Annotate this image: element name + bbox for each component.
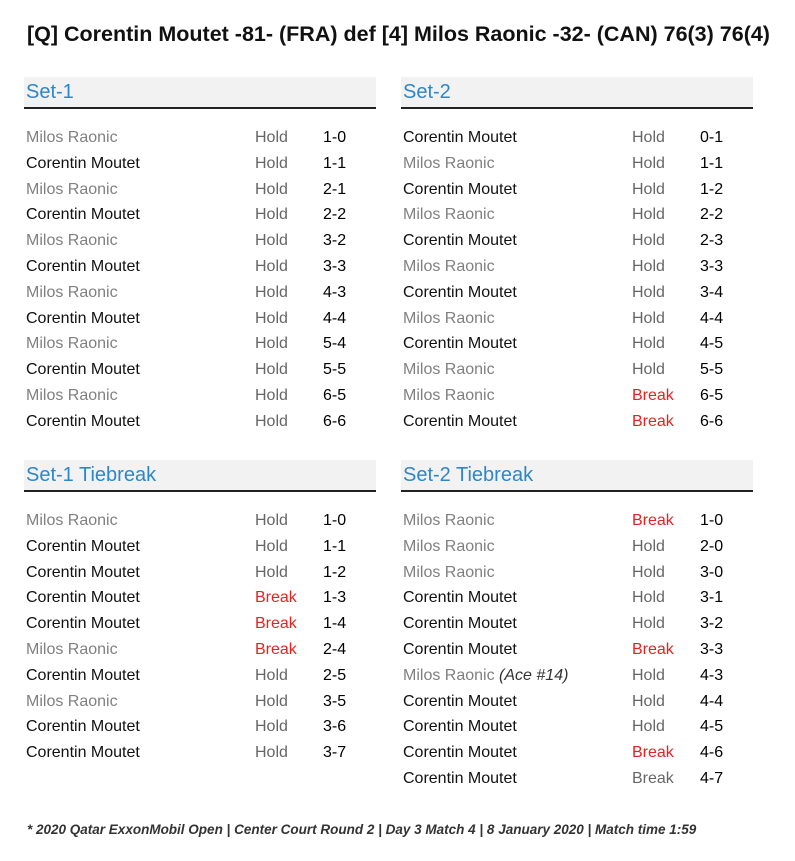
player-name bbox=[26, 534, 140, 560]
player-name bbox=[403, 202, 495, 228]
table-row bbox=[401, 611, 753, 637]
game-type: Hold bbox=[632, 232, 665, 250]
table-row bbox=[24, 409, 376, 435]
player-name bbox=[26, 689, 118, 715]
table-row bbox=[24, 151, 376, 177]
game-type: Hold bbox=[255, 129, 288, 146]
table-row bbox=[401, 409, 753, 435]
game-type: Break bbox=[632, 769, 674, 787]
table-row bbox=[24, 663, 376, 689]
player-name bbox=[403, 611, 517, 637]
row-note: (Ace #14) bbox=[499, 666, 569, 684]
player-name bbox=[403, 637, 517, 663]
player-name-text: Milos Raonic bbox=[26, 692, 118, 710]
game-type: Break bbox=[632, 640, 674, 658]
player-name bbox=[403, 740, 517, 766]
game-type: Hold bbox=[632, 615, 665, 633]
table-row bbox=[24, 689, 376, 715]
player-name bbox=[26, 254, 140, 280]
player-name bbox=[403, 560, 495, 586]
player-name-text: Corentin Moutet bbox=[403, 640, 517, 658]
player-name-text: Milos Raonic bbox=[403, 537, 495, 555]
player-name-text: Corentin Moutet bbox=[403, 692, 517, 710]
score: 4-4 bbox=[700, 309, 724, 327]
player-name-text: Corentin Moutet bbox=[26, 206, 140, 224]
player-name-text: Milos Raonic bbox=[403, 361, 495, 379]
score: 4-7 bbox=[700, 769, 724, 787]
game-type: Hold bbox=[255, 692, 288, 710]
score: 1-4 bbox=[323, 615, 347, 633]
score: 4-3 bbox=[323, 283, 347, 301]
player-name-text: Milos Raonic bbox=[26, 129, 118, 146]
score: 2-2 bbox=[323, 206, 347, 224]
player-name bbox=[403, 228, 517, 254]
player-name bbox=[26, 611, 140, 637]
game-type: Hold bbox=[255, 666, 288, 684]
game-type: Hold bbox=[632, 283, 665, 301]
player-name bbox=[26, 357, 140, 383]
score: 0-1 bbox=[700, 129, 724, 146]
player-name bbox=[403, 151, 495, 177]
table-row bbox=[401, 357, 753, 383]
table-row bbox=[401, 560, 753, 586]
score: 1-1 bbox=[323, 537, 347, 555]
player-name bbox=[403, 331, 517, 357]
player-name-text: Corentin Moutet bbox=[403, 283, 517, 301]
player-name-text: Milos Raonic bbox=[26, 512, 118, 529]
score: 2-2 bbox=[700, 206, 724, 224]
section-header bbox=[401, 460, 753, 492]
player-name-text: Corentin Moutet bbox=[403, 129, 517, 146]
table-row bbox=[24, 508, 376, 534]
section-title: Set-1 bbox=[26, 81, 74, 103]
player-name bbox=[26, 228, 118, 254]
player-name bbox=[26, 177, 118, 203]
player-name bbox=[26, 383, 118, 409]
player-name bbox=[403, 689, 517, 715]
point-list bbox=[24, 508, 376, 766]
player-name-text: Milos Raonic bbox=[26, 386, 118, 404]
score: 3-1 bbox=[700, 589, 724, 607]
score: 1-0 bbox=[323, 129, 347, 146]
game-type: Hold bbox=[255, 257, 288, 275]
game-type: Break bbox=[632, 412, 674, 430]
game-type: Break bbox=[632, 744, 674, 762]
player-name bbox=[26, 125, 118, 151]
player-name bbox=[403, 534, 495, 560]
score: 3-7 bbox=[323, 744, 347, 762]
table-row bbox=[401, 508, 753, 534]
score: 2-3 bbox=[700, 232, 724, 250]
table-row bbox=[401, 714, 753, 740]
table-row bbox=[24, 357, 376, 383]
game-type: Hold bbox=[632, 309, 665, 327]
score: 4-5 bbox=[700, 335, 724, 353]
table-row bbox=[24, 125, 376, 151]
score: 1-3 bbox=[323, 589, 347, 607]
table-row bbox=[24, 280, 376, 306]
player-name-text: Milos Raonic bbox=[403, 512, 495, 529]
point-list bbox=[401, 508, 753, 792]
player-name-text: Corentin Moutet bbox=[26, 537, 140, 555]
game-type: Hold bbox=[255, 537, 288, 555]
game-type: Hold bbox=[255, 563, 288, 581]
player-name bbox=[26, 151, 140, 177]
match-title: [Q] Corentin Moutet -81- (FRA) def [4] Milos Raonic -32- (CAN) 76(3) 76(4) bbox=[27, 22, 770, 46]
game-type: Hold bbox=[632, 718, 665, 736]
game-type: Break bbox=[632, 512, 674, 529]
table-row bbox=[401, 585, 753, 611]
player-name-text: Milos Raonic bbox=[26, 335, 118, 353]
game-type: Hold bbox=[632, 589, 665, 607]
score: 1-1 bbox=[700, 154, 724, 172]
game-type: Hold bbox=[632, 537, 665, 555]
score: 3-4 bbox=[700, 283, 724, 301]
player-name-text: Corentin Moutet bbox=[26, 361, 140, 379]
table-row bbox=[401, 254, 753, 280]
player-name-text: Milos Raonic bbox=[403, 257, 495, 275]
score: 5-4 bbox=[323, 335, 347, 353]
score: 4-4 bbox=[323, 309, 347, 327]
score: 1-0 bbox=[323, 512, 347, 529]
player-name-text: Corentin Moutet bbox=[26, 309, 140, 327]
game-type: Hold bbox=[255, 206, 288, 224]
player-name-text: Corentin Moutet bbox=[403, 232, 517, 250]
player-name-text: Corentin Moutet bbox=[403, 335, 517, 353]
player-name bbox=[403, 508, 495, 534]
player-name bbox=[403, 357, 495, 383]
table-row bbox=[24, 714, 376, 740]
game-type: Hold bbox=[632, 335, 665, 353]
player-name bbox=[403, 409, 517, 435]
game-type: Break bbox=[255, 589, 297, 607]
player-name-text: Corentin Moutet bbox=[403, 744, 517, 762]
table-row bbox=[401, 766, 753, 792]
table-row bbox=[24, 228, 376, 254]
table-row bbox=[401, 306, 753, 332]
player-name bbox=[26, 306, 140, 332]
table-row bbox=[24, 585, 376, 611]
player-name bbox=[26, 637, 118, 663]
game-type: Hold bbox=[255, 386, 288, 404]
score: 4-4 bbox=[700, 692, 724, 710]
score: 4-6 bbox=[700, 744, 724, 762]
table-row bbox=[401, 280, 753, 306]
table-row bbox=[401, 740, 753, 766]
player-name bbox=[403, 306, 495, 332]
table-row bbox=[401, 228, 753, 254]
player-name-text: Corentin Moutet bbox=[26, 154, 140, 172]
section-header bbox=[401, 77, 753, 109]
game-type: Break bbox=[255, 640, 297, 658]
game-type: Hold bbox=[632, 563, 665, 581]
table-row bbox=[24, 560, 376, 586]
player-name bbox=[403, 125, 517, 151]
score: 3-2 bbox=[700, 615, 724, 633]
score: 6-5 bbox=[323, 386, 347, 404]
game-type: Break bbox=[255, 615, 297, 633]
score: 1-2 bbox=[700, 180, 724, 198]
table-row bbox=[24, 306, 376, 332]
game-type: Hold bbox=[632, 129, 665, 146]
player-name-text: Milos Raonic bbox=[403, 666, 495, 684]
player-name-text: Corentin Moutet bbox=[26, 744, 140, 762]
table-row bbox=[401, 534, 753, 560]
score: 3-6 bbox=[323, 718, 347, 736]
score: 5-5 bbox=[323, 361, 347, 379]
player-name-text: Milos Raonic bbox=[403, 206, 495, 224]
game-type: Hold bbox=[255, 744, 288, 762]
table-row bbox=[401, 689, 753, 715]
table-row bbox=[401, 202, 753, 228]
player-name-text: Corentin Moutet bbox=[403, 718, 517, 736]
score: 3-5 bbox=[323, 692, 347, 710]
section-title: Set-2 Tiebreak bbox=[403, 464, 534, 486]
player-name bbox=[403, 254, 495, 280]
score: 2-4 bbox=[323, 640, 347, 658]
player-name bbox=[26, 714, 140, 740]
player-name-text: Milos Raonic bbox=[403, 563, 495, 581]
score: 3-3 bbox=[700, 640, 724, 658]
game-type: Hold bbox=[632, 154, 665, 172]
score: 2-1 bbox=[323, 180, 347, 198]
table-row bbox=[401, 151, 753, 177]
player-name-text: Corentin Moutet bbox=[26, 615, 140, 633]
player-name-text: Corentin Moutet bbox=[26, 589, 140, 607]
score: 1-0 bbox=[700, 512, 724, 529]
score: 2-5 bbox=[323, 666, 347, 684]
player-name-text: Milos Raonic bbox=[26, 232, 118, 250]
game-type: Hold bbox=[255, 412, 288, 430]
game-type: Hold bbox=[255, 154, 288, 172]
table-row bbox=[24, 177, 376, 203]
player-name bbox=[403, 766, 517, 792]
game-type: Hold bbox=[632, 692, 665, 710]
table-row bbox=[401, 125, 753, 151]
section-set-1 bbox=[24, 77, 376, 430]
score: 6-6 bbox=[700, 412, 724, 430]
game-type: Hold bbox=[632, 206, 665, 224]
section-set-2-tiebreak bbox=[401, 460, 753, 787]
player-name bbox=[26, 331, 118, 357]
player-name-text: Milos Raonic bbox=[26, 180, 118, 198]
score: 3-3 bbox=[700, 257, 724, 275]
game-type: Hold bbox=[255, 283, 288, 301]
game-type: Hold bbox=[255, 232, 288, 250]
section-set-1-tiebreak bbox=[24, 460, 376, 762]
player-name bbox=[403, 585, 517, 611]
score: 3-0 bbox=[700, 563, 724, 581]
player-name-text: Corentin Moutet bbox=[26, 563, 140, 581]
player-name-text: Milos Raonic bbox=[403, 386, 495, 404]
game-type: Break bbox=[632, 386, 674, 404]
game-type: Hold bbox=[632, 361, 665, 379]
game-list bbox=[24, 125, 376, 435]
game-type: Hold bbox=[255, 180, 288, 198]
table-row bbox=[24, 383, 376, 409]
player-name bbox=[403, 383, 495, 409]
player-name-text: Milos Raonic bbox=[403, 154, 495, 172]
table-row bbox=[401, 331, 753, 357]
table-row bbox=[401, 663, 753, 689]
player-name bbox=[403, 177, 517, 203]
section-header bbox=[24, 77, 376, 109]
score: 3-2 bbox=[323, 232, 347, 250]
score: 6-5 bbox=[700, 386, 724, 404]
player-name-text: Corentin Moutet bbox=[403, 615, 517, 633]
player-name bbox=[403, 714, 517, 740]
section-title: Set-2 bbox=[403, 81, 451, 103]
game-type: Hold bbox=[632, 666, 665, 684]
section-title: Set-1 Tiebreak bbox=[26, 464, 157, 486]
player-name-text: Corentin Moutet bbox=[403, 589, 517, 607]
section-header bbox=[24, 460, 376, 492]
score: 3-3 bbox=[323, 257, 347, 275]
score: 6-6 bbox=[323, 412, 347, 430]
player-name bbox=[26, 560, 140, 586]
game-type: Hold bbox=[255, 718, 288, 736]
game-list bbox=[401, 125, 753, 435]
game-type: Hold bbox=[255, 309, 288, 327]
table-row bbox=[401, 383, 753, 409]
score: 5-5 bbox=[700, 361, 724, 379]
player-name-text: Corentin Moutet bbox=[403, 412, 517, 430]
player-name bbox=[26, 409, 140, 435]
player-name-text: Corentin Moutet bbox=[26, 257, 140, 275]
player-name-text: Corentin Moutet bbox=[403, 180, 517, 198]
score: 1-1 bbox=[323, 154, 347, 172]
score: 4-3 bbox=[700, 666, 724, 684]
game-type: Hold bbox=[255, 512, 288, 529]
player-name-text: Milos Raonic bbox=[26, 283, 118, 301]
table-row bbox=[24, 254, 376, 280]
table-row bbox=[24, 740, 376, 766]
score: 4-5 bbox=[700, 718, 724, 736]
player-name-text: Corentin Moutet bbox=[26, 666, 140, 684]
table-row bbox=[24, 331, 376, 357]
game-type: Hold bbox=[632, 257, 665, 275]
score: 2-0 bbox=[700, 537, 724, 555]
player-name bbox=[26, 202, 140, 228]
table-row bbox=[24, 534, 376, 560]
player-name-text: Corentin Moutet bbox=[403, 769, 517, 787]
table-row bbox=[401, 177, 753, 203]
game-type: Hold bbox=[255, 361, 288, 379]
section-set-2 bbox=[401, 77, 753, 430]
table-row bbox=[24, 202, 376, 228]
table-row bbox=[24, 611, 376, 637]
player-name bbox=[26, 280, 118, 306]
player-name bbox=[403, 663, 568, 689]
table-row bbox=[401, 637, 753, 663]
player-name-text: Milos Raonic bbox=[26, 640, 118, 658]
player-name bbox=[26, 585, 140, 611]
table-row bbox=[24, 637, 376, 663]
player-name-text: Corentin Moutet bbox=[26, 412, 140, 430]
match-footer: * 2020 Qatar ExxonMobil Open | Center Court Round 2 | Day 3 Match 4 | 8 January 2020 | Match time 1:59 bbox=[27, 822, 697, 837]
player-name bbox=[403, 280, 517, 306]
player-name-text: Milos Raonic bbox=[403, 309, 495, 327]
player-name-text: Corentin Moutet bbox=[26, 718, 140, 736]
player-name bbox=[26, 508, 118, 534]
game-type: Hold bbox=[255, 335, 288, 353]
game-type: Hold bbox=[632, 180, 665, 198]
score: 1-2 bbox=[323, 563, 347, 581]
player-name bbox=[26, 663, 140, 689]
player-name bbox=[26, 740, 140, 766]
